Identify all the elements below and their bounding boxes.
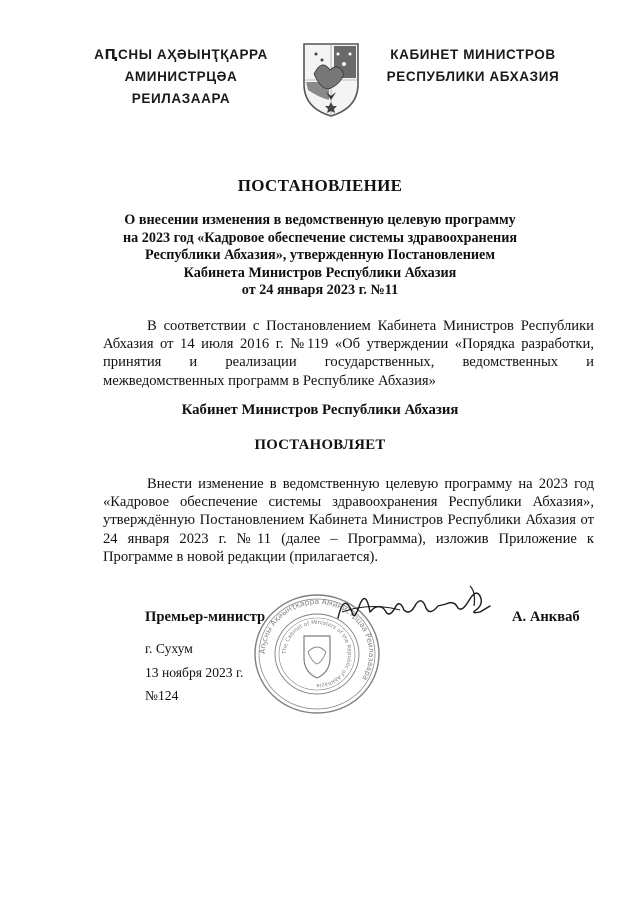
subtitle-line: Республики Абхазия», утвержденную Постановлением [144, 247, 496, 264]
subtitle-line: Кабинета Министров Республики Абхазия [183, 264, 457, 281]
decides-heading: ПОСТАНОВЛЯЕТ [254, 437, 386, 453]
header-right-title [368, 44, 578, 88]
document-number: №124 [145, 688, 179, 703]
document-subtitle [100, 212, 540, 300]
header-left-line1: АԤСНЫ АҲӘЫНҬҚАРРА [94, 47, 268, 62]
subtitle-line: О внесении изменения в ведомственную целевую программу [124, 212, 516, 228]
signatory-position: Премьер-министр [145, 609, 266, 625]
header-right-line2: РЕСПУБЛИКИ АБХАЗИЯ [386, 69, 560, 84]
header-left-title [76, 44, 286, 110]
header-right-line1: КАБИНЕТ МИНИСТРОВ [390, 47, 556, 62]
coat-of-arms-icon [300, 40, 362, 118]
preamble-paragraph: В соответствии с Постановлением Кабинета Министров Республики Абхазия от 14 июля 2016 г. №119 «Об утверждении «Порядка разработки, принятия и реализации государственных, ведомственных и межведомственных программ в Республике Абхазия» [103, 318, 594, 389]
issuer-heading: Кабинет Министров Республики Абхазия [181, 402, 459, 418]
document-place: г. Сухум [145, 641, 193, 656]
handwritten-signature-icon [330, 582, 500, 632]
subtitle-line: на 2023 год «Кадровое обеспечение системы здравоохранения [122, 229, 518, 246]
signatory-name: А. Анкваб [512, 609, 580, 625]
header-left-line2: АМИНИСТРЦӘА РЕИЛАЗААРА [124, 69, 238, 106]
document-title: ПОСТАНОВЛЕНИЕ [237, 176, 403, 195]
subtitle-line: от 24 января 2023 г. №11 [241, 282, 399, 299]
document-date: 13 ноября 2023 г. [145, 665, 244, 680]
body-paragraph: Внести изменение в ведомственную целевую программу на 2023 год «Кадровое обеспечение системы здравоохранения Республики Абхазия», утверждённую Постановлением Кабинета Министров Республики Абхазия от 24 января 2023 г. №11 (далее – Программа), изложив Приложение к Программе в новой редакции (прилагается). [103, 476, 594, 565]
seal-inner-text: The Cabinet of Ministers of the Republic of Abkhazia [281, 619, 353, 689]
seal-outer-text: Аҧсны Аҳәынҭқарра Аминистрцәа Реилазаара [257, 596, 377, 683]
